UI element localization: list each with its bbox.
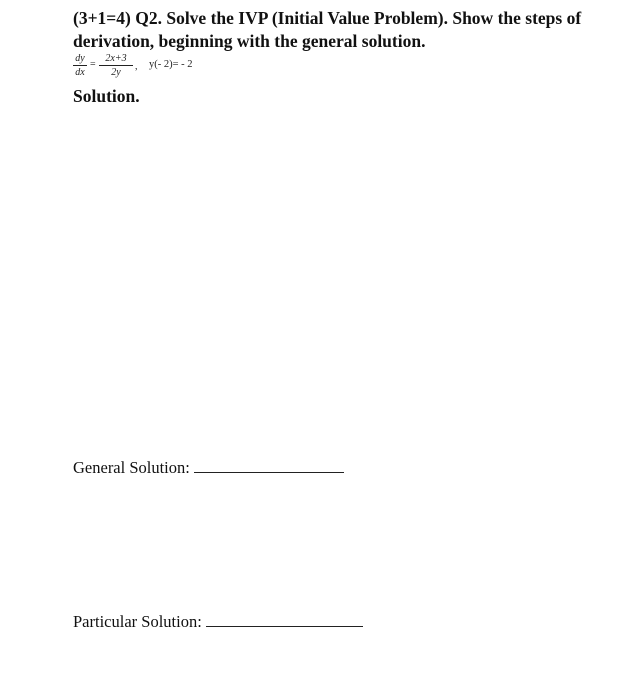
equation-separator: ,: [135, 61, 138, 72]
solution-label: Solution.: [73, 86, 140, 106]
lhs-fraction-bar: [73, 65, 87, 66]
rhs-numerator: 2x+3: [105, 53, 127, 64]
lhs-fraction: [73, 53, 87, 78]
general-solution-blank[interactable]: [194, 458, 344, 473]
rhs-denominator: 2y: [111, 67, 121, 78]
particular-solution-label: Particular Solution:: [73, 612, 202, 631]
rhs-fraction-bar: [99, 65, 133, 66]
general-solution-label: General Solution:: [73, 458, 190, 477]
initial-condition: y(- 2)= - 2: [149, 59, 193, 70]
general-solution-row: [73, 458, 344, 478]
equals-sign: =: [90, 59, 96, 70]
rhs-fraction: [99, 53, 133, 78]
lhs-denominator: dx: [75, 67, 85, 78]
question-heading: (3+1=4) Q2. Solve the IVP (Initial Value Problem). Show the steps of derivation, beginning with the general solution.: [73, 8, 582, 51]
lhs-numerator: dy: [75, 53, 85, 64]
particular-solution-row: [73, 612, 363, 632]
particular-solution-blank[interactable]: [206, 612, 363, 627]
